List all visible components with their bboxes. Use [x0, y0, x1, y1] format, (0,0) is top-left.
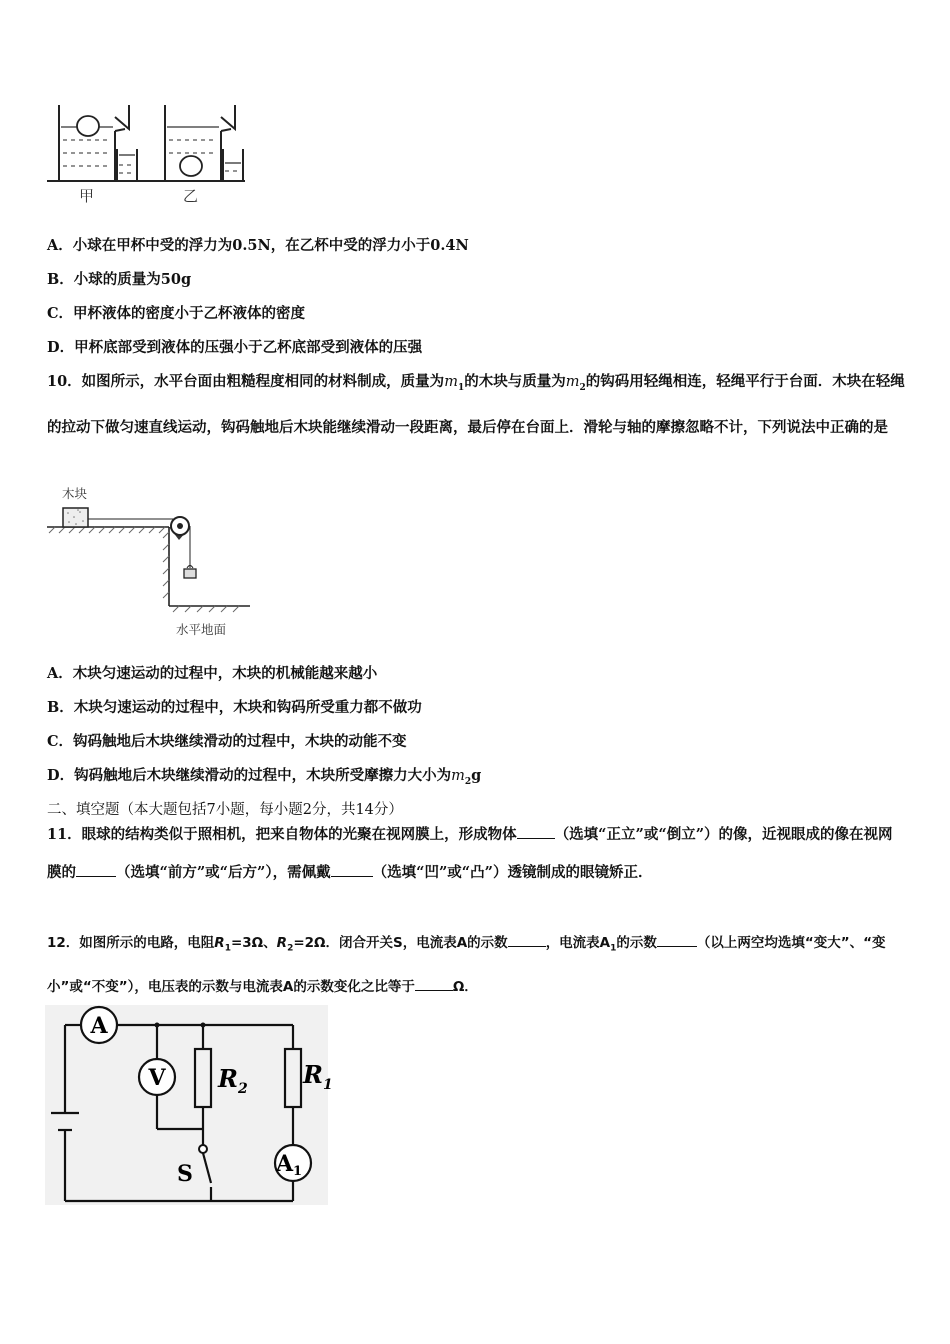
switch-label: S — [177, 1161, 193, 1187]
q10-option-a: A．木块匀速运动的过程中，木块的机械能越来越小 — [47, 665, 378, 682]
q12-stem: 12．如图所示的电路，电阻$R_1=3\Omega$、$R_2=2\Omega$．闭合开关S，电流表A的示数 ，电流表$A_1$的示数 （以上两空均选填“变大”、“变小”或“不变”），电压表的示数与电流表A的示数变化之比等于 Ω． — [47, 924, 907, 1006]
voltmeter-label: V — [148, 1065, 166, 1091]
q10-option-b: B．木块匀速运动的过程中，木块和钩码所受重力都不做功 — [47, 699, 422, 716]
figure-label-yi: 乙 — [183, 187, 199, 205]
q10-stem: 10．如图所示，水平台面由粗糙程度相同的材料制成，质量为$m_1$的木块与质量为$m_2$的钩码用轻绳相连，轻绳平行于台面．木块在轻绳的拉动下做匀速直线运动，钩码触地后木块能继续滑动一段距离，最后停在台面上．滑轮与轴的摩擦忽略不计，下列说法中正确的是 — [47, 373, 905, 436]
figure-label-jia: 甲 — [79, 187, 95, 205]
ammeter-a1-label: A1 — [275, 1151, 303, 1179]
q11-blank-1[interactable] — [517, 824, 555, 839]
q10-option-d: D．钩码触地后木块继续滑动的过程中，木块所受摩擦力大小为$m_2g$ — [47, 767, 482, 787]
q9-option-b: B．小球的质量为50g — [47, 271, 192, 288]
q9-option-a: A．小球在甲杯中受的浮力为0.5N，在乙杯中受的浮力小于0.4N — [47, 237, 469, 254]
q12-blank-1[interactable] — [508, 932, 546, 947]
r2-label: $R_2$ — [218, 1064, 248, 1097]
q10-option-c: C．钩码触地后木块继续滑动的过程中，木块的动能不变 — [47, 733, 407, 750]
figure-pulley — [45, 498, 265, 616]
q11-blank-2[interactable] — [76, 862, 116, 877]
q9-option-d: D．甲杯底部受到液体的压强小于乙杯底部受到液体的压强 — [47, 339, 423, 356]
q12-blank-2[interactable] — [657, 932, 697, 947]
section-title: 二、填空题（本大题包括7小题，每小题2分，共14分） — [47, 802, 403, 818]
circuit-diagram — [45, 1005, 333, 1205]
r1-label: $R_1$ — [303, 1060, 333, 1093]
q12-blank-3[interactable] — [415, 976, 453, 991]
q11-blank-3[interactable] — [331, 862, 373, 877]
label-block: 木块 — [62, 486, 88, 501]
q11-stem: 11．眼球的结构类似于照相机，把来自物体的光聚在视网膜上，形成物体 （选填“正立”或“倒立”）的像，近视眼成的像在视网膜的 （选填“前方”或“后方”），需佩戴 （选填“凹”或“凸”）透镜制成的眼镜矫正． — [47, 826, 893, 881]
ammeter-label: A — [90, 1013, 108, 1039]
figure-beakers — [45, 95, 255, 210]
q9-option-c: C．甲杯液体的密度小于乙杯液体的密度 — [47, 305, 306, 322]
label-ground: 水平地面 — [176, 622, 227, 637]
